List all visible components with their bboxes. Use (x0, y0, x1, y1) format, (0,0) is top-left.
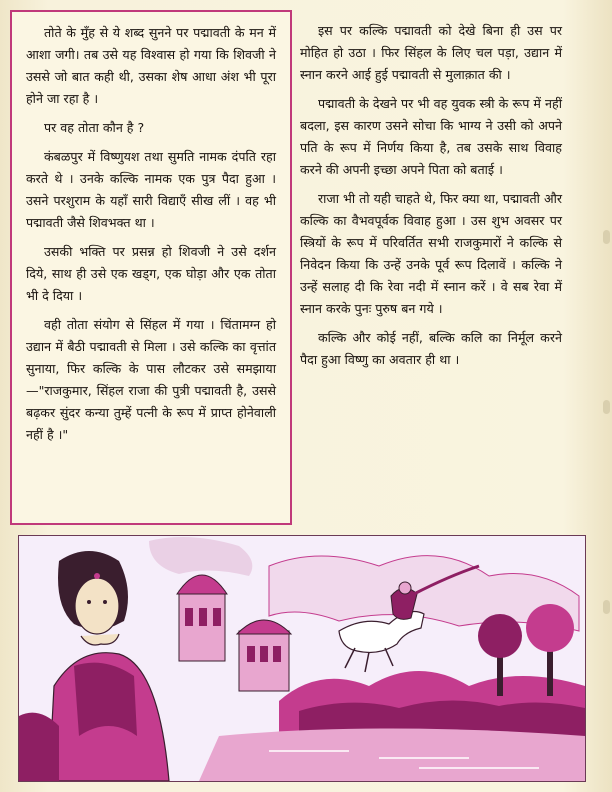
paragraph: राजा भी तो यही चाहते थे, फिर क्या था, पद्मावती और कल्कि का वैभवपूर्वक विवाह हुआ । उस शुभ अवसर पर स्त्रियों के रूप में परिवर्तित सभी राजकुमारों ने कल्कि से निवेदन किया कि उन्हें उनके पूर्व रूप दिलावें । कल्कि ने उन्हें सलाह दी कि रेवा नदी में स्नान करें । वे सब रेवा में स्नान करके पुनः पुरुष बन गये । (300, 191, 562, 316)
story-illustration (18, 535, 586, 782)
paragraph: इस पर कल्कि पद्मावती को देखे बिना ही उस पर मोहित हो उठा । फिर सिंहल के लिए चल पड़ा, उद्यान में स्नान करने आई हुई पद्मावती से मुलाक़ात की । (300, 23, 562, 82)
binding-hole (603, 230, 610, 244)
paragraph: कल्कि और कोई नहीं, बल्कि कलि का निर्मूल करने पैदा हुआ विष्णु का अवतार ही था । (300, 330, 562, 367)
story-text-block (10, 10, 576, 525)
paragraph: उसकी भक्ति पर प्रसन्न हो शिवजी ने उसे दर्शन दिये, साथ ही उसे एक खड्ग, एक घोड़ा और एक तोता भी दे दिया । (26, 244, 276, 303)
binding-hole (603, 400, 610, 414)
page-binding-edge (602, 0, 612, 792)
palace-dome-icon (177, 575, 227, 661)
paragraph: तोते के मुँह से ये शब्द सुनने पर पद्मावती के मन में आशा जगी। तब उसे यह विश्वास हो गया कि शिवजी ने उससे जो बात कही थी, उसका शेष आधा अंश भी पूरा होने जा रहा है । (26, 25, 276, 106)
illustration-svg (19, 536, 585, 781)
pond (199, 729, 585, 782)
paragraph: पर वह तोता कौन है ? (44, 120, 145, 135)
paragraph: कंबळपुर में विष्णुयश तथा सुमति नामक दंपति रहा करते थे । उनके कल्कि नामक एक पुत्र पैदा हुआ । उसने परशुराम के यहाँ सारी विद्याएँ सीख लीं । वह भी पद्मावती जैसे शिवभक्त था । (26, 149, 276, 230)
paragraph: पद्मावती के देखने पर भी वह युवक स्त्री के रूप में नहीं बदला, इस कारण उसने सोचा कि भाग्य ने उसी को अपने पति के रूप में निर्णय किया है, तब उसके साथ विवाह करने की अपनी इच्छा अपने पिता को बताई । (300, 96, 562, 177)
right-text-column (294, 10, 576, 525)
binding-hole (603, 600, 610, 614)
palace-dome-icon (237, 620, 291, 691)
paragraph: वही तोता संयोग से सिंहल में गया । चिंतामग्न हो उद्यान में बैठी पद्मावती से मिला । उसे कल्कि का वृत्तांत सुनाया, फिर कल्कि के पास लौटकर उसे समझाया—"राजकुमार, सिंहल राजा की पुत्री पद्मावती है, उससे बढ़कर सुंदर कन्या तुम्हें पत्नी के रूप में प्राप्त होनेवाली नहीं है ।" (26, 317, 276, 442)
left-text-column (10, 10, 292, 525)
foreground-foliage (19, 713, 59, 781)
